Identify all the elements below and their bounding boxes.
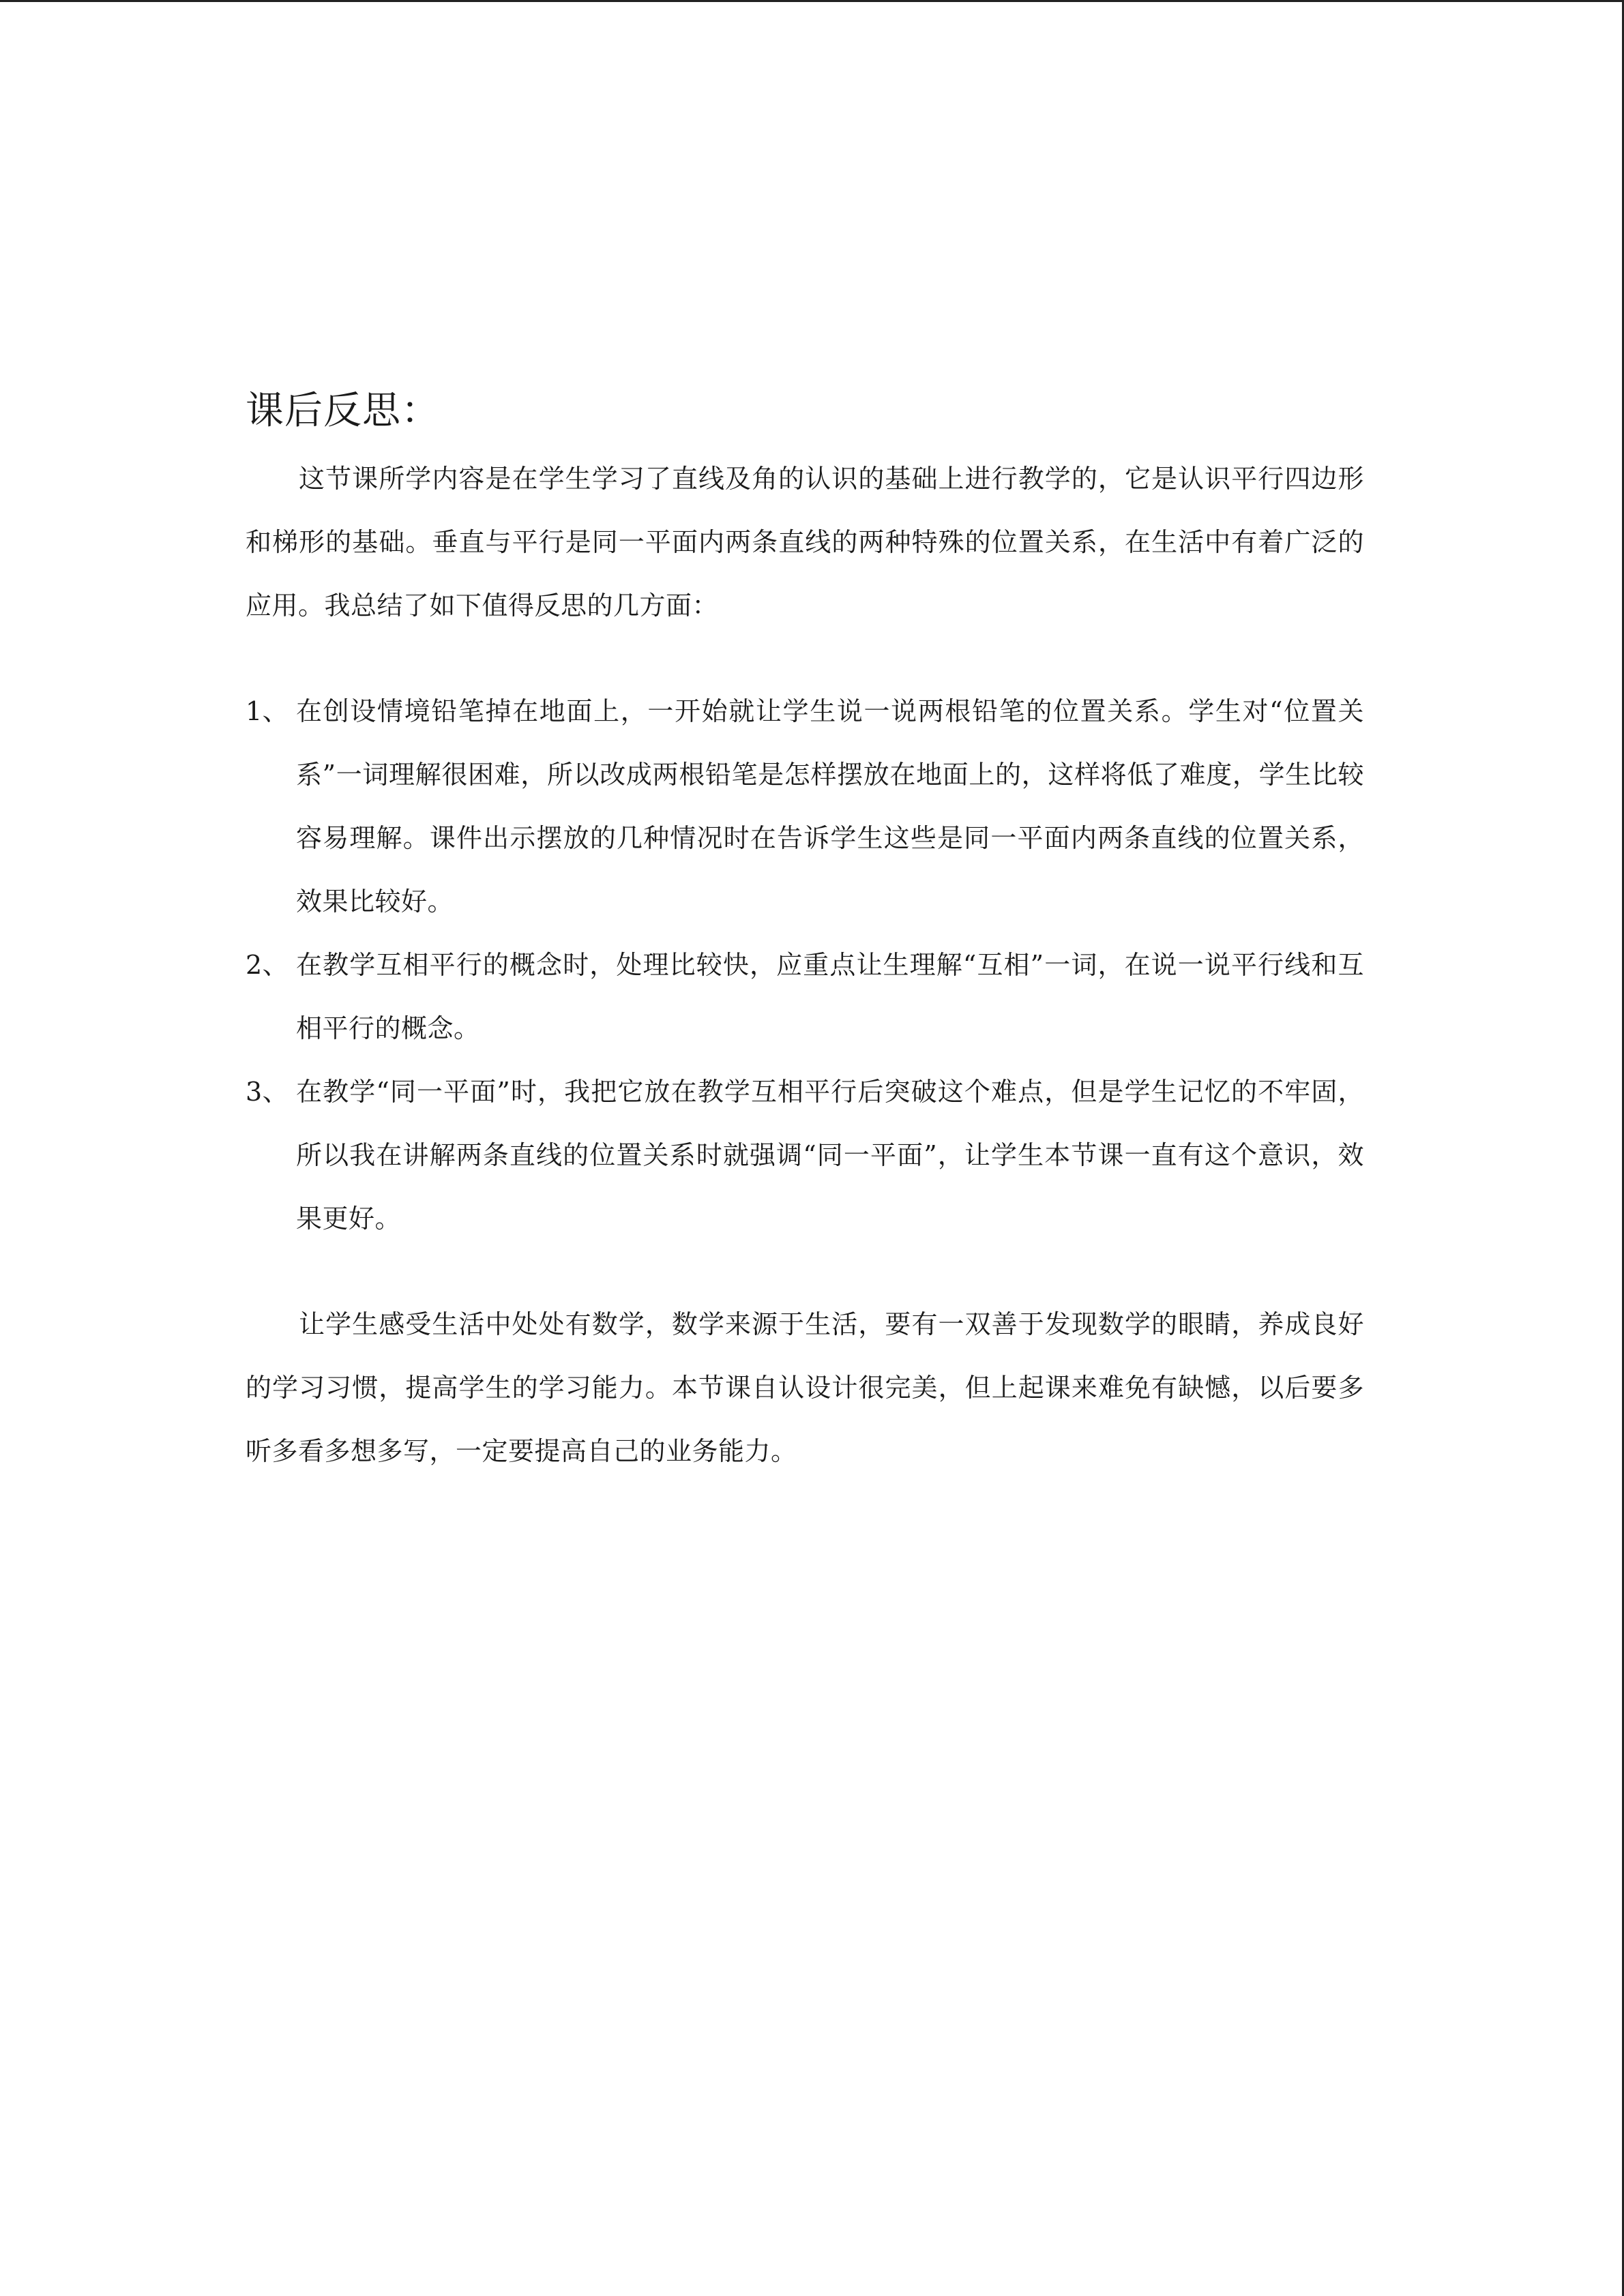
list-item-text: 在创设情境铅笔掉在地面上，一开始就让学生说一说两根铅笔的位置关系。学生对“位置关系”一词理解很困难，所以改成两根铅笔是怎样摆放在地面上的，这样将低了难度，学生比较容易理解。课件出示摆放的几种情况时在告诉学生这些是同一平面内两条直线的位置关系，效果比较好。: [296, 696, 1364, 916]
list-item-number: 3、: [246, 1077, 289, 1107]
list-item-number: 1、: [246, 696, 289, 726]
list-item-number: 2、: [246, 950, 289, 980]
list-item: [246, 934, 1364, 1060]
list-item-text: 在教学“同一平面”时，我把它放在教学互相平行后突破这个难点，但是学生记忆的不牢固，所以我在讲解两条直线的位置关系时就强调“同一平面”，让学生本节课一直有这个意识，效果更好。: [296, 1077, 1364, 1234]
list-item-text: 在教学互相平行的概念时，处理比较快，应重点让生理解“互相”一词，在说一说平行线和互相平行的概念。: [296, 950, 1364, 1043]
document-body: [246, 381, 1364, 1483]
intro-paragraph: 这节课所学内容是在学生学习了直线及角的认识的基础上进行教学的，它是认识平行四边形和梯形的基础。垂直与平行是同一平面内两条直线的两种特殊的位置关系，在生活中有着广泛的应用。我总结了如下值得反思的几方面：: [246, 464, 1364, 621]
reflection-list: [246, 680, 1364, 1251]
list-item: [246, 1060, 1364, 1251]
list-item: [246, 680, 1364, 934]
page-title: 课后反思：: [246, 389, 440, 433]
closing-paragraph: 让学生感受生活中处处有数学，数学来源于生活，要有一双善于发现数学的眼睛，养成良好的学习习惯，提高学生的学习能力。本节课自认设计很完美，但上起课来难免有缺憾，以后要多听多看多想多写，一定要提高自己的业务能力。: [246, 1309, 1364, 1466]
